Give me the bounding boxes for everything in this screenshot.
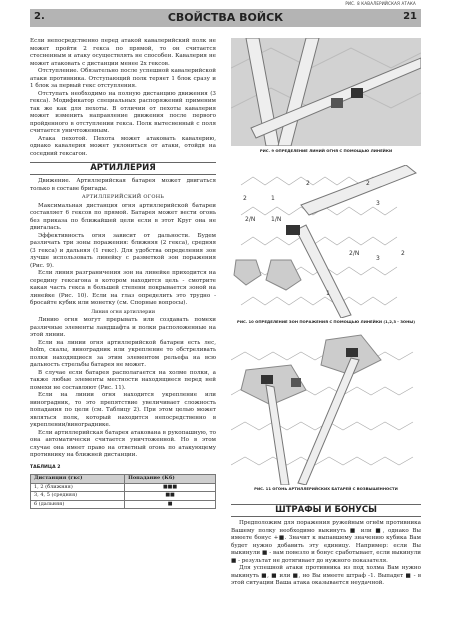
hex-label: 2 — [306, 180, 310, 187]
table-cell: ■■ — [125, 492, 216, 501]
table-2 — [30, 474, 216, 509]
table-cell: ■ — [125, 500, 216, 509]
section-heading: АРТИЛЛЕРИЯ — [30, 162, 216, 175]
page-title: СВОЙСТВА ВОЙСК — [167, 11, 284, 24]
hex-label: 1 — [271, 195, 275, 202]
hex-label: 3 — [376, 255, 380, 262]
hex-label: 1 — [326, 290, 330, 297]
figure-9-svg — [231, 38, 421, 146]
table-title: ТАБЛИЦА 2 — [30, 464, 61, 470]
para: Отступление. Обязательно после успешной кавалерийской атаки противника. Отступающий полк теряет 1 блок сразу и 1 блок за первый гекс отступления. — [30, 68, 216, 89]
hex-label: 2/N — [245, 216, 256, 223]
figure-11-map — [231, 330, 421, 485]
page-header — [30, 9, 421, 27]
page-number-left: 2. — [34, 11, 45, 22]
subheading: Линия огня артиллерии — [90, 308, 156, 315]
hex-label: 3 — [376, 200, 380, 207]
hex-label: 1/N — [271, 216, 282, 223]
para: Для успешной атаки противника из под холма Вам нужно выкинуть ■, ■ или ■, но Вы имеете штраф -1. Выпадет ■ - в этой ситуации Ваша атака оказывается неудачной. — [231, 565, 421, 586]
table-cell: 6 (дальняя) — [31, 500, 125, 509]
para: Если на линии огня находится укрепление или виноградник, то это препятствие увеличивает сложность попадания по цели (см. Таблицу 2). При этом целью может являться полк, который находится непосредственно в укреплении/винограднике. — [30, 392, 216, 428]
hex-label: 2 — [401, 250, 405, 257]
para: Если линия разграничения зон на линейке приходится на середину гексагона в котором находится цель - смотрите какая часть гекса в большей степени покрывается зоной на линейке (Рис. 10). Если на глаз определить это трудно - бросайте кубик или монетку (см. Спорные вопросы). — [30, 270, 216, 306]
figure-11-caption: РИС. 11 ОГОНЬ АРТИЛЛЕРИЙСКИХ БАТАРЕЙ С ВОЗВЫШЕННОСТИ — [254, 486, 398, 491]
page-number-right: 21 — [403, 11, 417, 22]
para: В случае если батарея располагается на холме полки, а также любые элементы местности находящиеся перед ней помехи не составляют (Рис. 11). — [30, 369, 216, 391]
hex-label: 2/N — [349, 250, 360, 257]
hex-label: 2 — [243, 195, 247, 202]
figure-10-map — [231, 165, 421, 318]
table-head-cell: Попадание (К6) — [125, 475, 216, 484]
para: Если на линии огня артиллерийской батареи есть лес, holm, скалы, виноградник или укрепление то обстреливать полки находящиеся за этим элементом рельефа на всю дальность стрельбы батарея не может. — [30, 339, 216, 368]
para: Если непосредственно перед атакой кавалерийский полк не может пройти 2 гекса по прямой, то он считается стесненным и атаку осуществлять не способен. Кавалерия не может атаковать с дистанции менее 2х гексов. — [30, 38, 216, 67]
para: Отступать необходимо на полную дистанцию движения (3 гекса). Модификатор специальных распоряжений применим так же как для пехоты. В отличии от пехоты кавалерия может изменить направление движения после первого пройденного в отступлении гекса. Полк вытесненный с поля считается уничтоженным. — [30, 90, 216, 134]
figure-10-caption: РИС. 10 ОПРЕДЕЛЕНИЕ ЗОН ПОРАЖЕНИЯ С ПОМОЩЬЮ ЛИНЕЙКИ (1,2,3 - ЗОНЫ) — [237, 319, 415, 324]
para: Эффективность огня зависит от дальности. Будем различать три зоны поражения: ближняя (2 гекса), средняя (3 гекса) и дальняя (1 гекс). Для удобства определения зон лучше использовать линейку с разметкой зон поражения (Рис. 9). — [30, 232, 216, 269]
figure-9-map — [231, 38, 421, 146]
top-figure-caption: РИС. 8 КАВАЛЕРИЙСКАЯ АТАКА — [345, 1, 416, 6]
para: Атака пехотой. Пехота может атаковать кавалерию, однако кавалерия может уклониться от атаки, отойдя на соседний гексагон. — [30, 135, 216, 157]
para: Максимальная дистанция огня артиллерийской батареи составляет 6 гексов по прямой. Батарея может вести огонь без приказа по ближайшей цели если в этот Круг она не двигалась. — [30, 202, 216, 231]
para: Движение. Артиллерийская батарея может двигаться только в составе бригады. — [30, 178, 216, 192]
table-cell: ■■■ — [125, 483, 216, 492]
section-heading: ШТРАФЫ И БОНУСЫ — [231, 504, 421, 517]
figure-9-caption: РИС. 9 ОПРЕДЕЛЕНИЕ ЛИНИЙ ОГНЯ С ПОМОЩЬЮ ЛИНЕЙКИ — [259, 148, 393, 153]
subheading: АРТИЛЛЕРИЙСКИЙ ОГОНЬ — [81, 194, 165, 200]
left-column — [30, 38, 216, 509]
figure-11-svg — [231, 330, 421, 485]
para: Линию огня могут прерывать или создавать помехи различные элементы ландшафта и полки расположенные на этой линии. — [30, 317, 216, 338]
hex-label: 2 — [366, 180, 370, 187]
para: Если артиллерийская батарея атакована в рукопашную, то она автоматически считается уничтоженной. Но в этом случае она имеет право на ответный огонь по атакующему противнику на ближней дистанции. — [30, 429, 216, 458]
table-head-cell: Дистанция (гкс) — [31, 475, 125, 484]
table-cell: 3, 4, 5 (средняя) — [31, 492, 125, 501]
figure-10-svg — [231, 165, 421, 318]
table-cell: 1, 2 (ближняя) — [31, 483, 125, 492]
para: Предположим для поражения ружейным огнём противника Вашему полку необходимо выкинуть ■ или ■, однако Вы имеете бонус +■. Значит к выпавшему значению кубика Вам будет нужно добавить эту единицу. Например: если Вы выкинули ■ - вам повезло и бонус сработывает, если выкинули ■ - результат не дотягивает до нужного показателя. — [231, 520, 421, 564]
right-column — [231, 500, 421, 588]
